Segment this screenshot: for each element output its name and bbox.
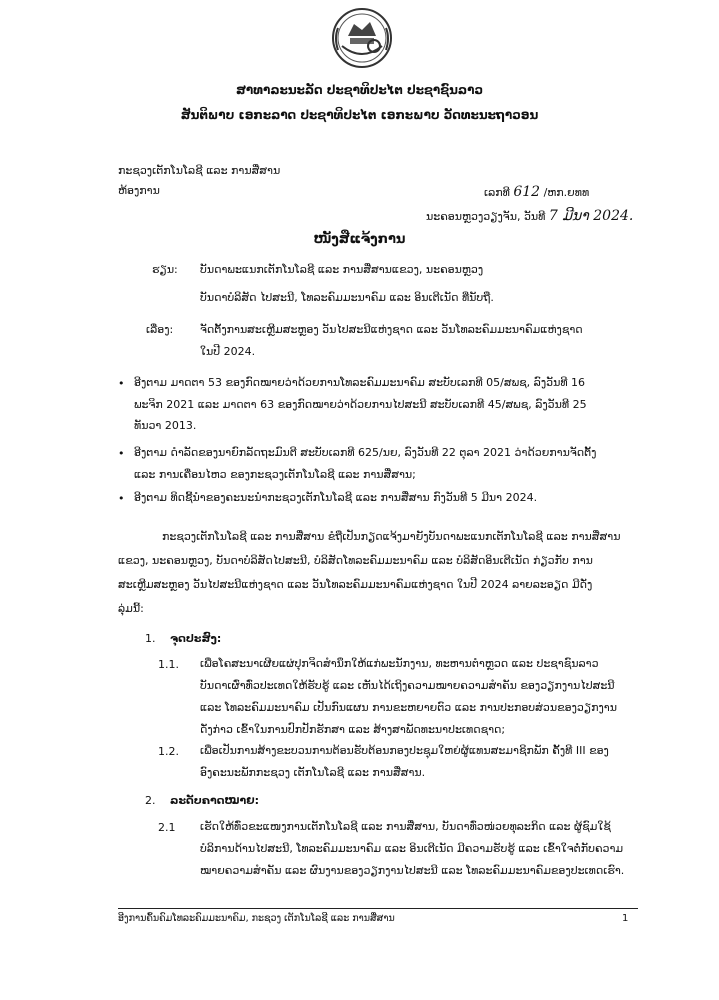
intro-line: ລຸ່ມນີ້: [118,602,144,615]
reference-line: ພະຈິກ 2021 ແລະ ມາດຕາ 63 ຂອງກົດໝາຍວ່າດ້ວຍການໄປສະນີ ສະບັບເລກທີ 45/ສພຊ, ລົງວັນທີ 25 [134,397,587,411]
to-line: ບັນດາພະແນກເຕັກໂນໂລຊີ ແລະ ການສື່ສານແຂວງ, ນະຄອນຫຼວງ [200,263,484,276]
bullet: • [118,492,125,505]
state-name: ສາທາລະນະລັດ ປະຊາທິປະໄຕ ປະຊາຊົນລາວ [235,83,484,97]
reference-item [134,442,596,485]
doc-no-suffix: /ຫກ.ຍທທ [543,186,590,199]
document-number [484,184,589,200]
reference-line: ທັນວາ 2013. [134,419,197,432]
subject-line: ຈັດຕັ້ງການສະເຫຼີມສະຫຼອງ ວັນໄປສະນີແຫ່ງຊາດ ແລະ ວັນໂທລະຄົມມະນາຄົມແຫ່ງຊາດ [200,323,583,336]
item-number: 1.1. [158,658,179,671]
reference-line: ອີງຕາມ ມາດຕາ 53 ຂອງກົດໝາຍວ່າດ້ວຍການໂທລະຄົມມະນາຄົມ ສະບັບເລກທີ 05/ສພຊ, ລົງວັນທີ 16 [134,376,586,389]
section-number: 1. [145,632,156,645]
issuing-office: ຫ້ອງການ [118,184,160,197]
item-line: ອົງຄະນະພັກກະຊວງ ເຕັກໂນໂລຊີ ແລະ ການສື່ສານ. [200,766,426,779]
item-text [200,740,609,784]
intro-line: ກະຊວງເຕັກໂນໂລຊີ ແລະ ການສື່ສານ ຂໍຖືເປັນກຽດແຈ້ງມາຍັງບັນດາພະແນກເຕັກໂນໂລຊີ ແລະ ການສື່ສານ [162,530,621,543]
bullet: • [118,377,125,390]
item-line: ເພື່ອໂຄສະນາເຜີຍແຜ່ປຸກຈິດສຳນຶກໃຫ້ແກ່ພະນັກງານ, ທະຫານຕຳຫຼວດ ແລະ ປະຊາຊົນລາວ [200,657,599,670]
intro-paragraph [118,525,620,621]
section-title: ລະດັບຄາດໝາຍ: [170,794,259,807]
section-number: 2. [145,794,156,807]
state-motto: ສັນຕິພາບ ເອກະລາດ ປະຊາທິປະໄຕ ເອກະພາບ ວັດທະນະຖາວອນ [180,108,539,122]
item-number: 2.1 [158,821,176,834]
subject-label: ເລື່ອງ: [146,323,174,336]
item-line: ເພື່ອເປັນການສ້າງຂະບວນການຕ້ອນຮັບຕ້ອນກອງປະຊຸມໃຫຍ່ຜູ້ແທນສະມາຊິກພັກ ຄັ້ງທີ III ຂອງ [200,744,609,757]
document-title: ໜັງສືແຈ້ງການ [313,232,406,247]
item-line: ແລະ ໂທລະຄົມມະນາຄົມ ເປັນກົນແຜນ ການຂະຫຍາຍຕົວ ແລະ ການປະກອບສ່ວນຂອງວຽກງານ [200,701,617,714]
item-line: ໝາຍຄວາມສຳຄັນ ແລະ ຜົນງານຂອງວຽກງານໄປສະນີ ແລະ ໂທລະຄົມມະນາຄົມຂອງປະເທດເຮົາ. [200,864,625,877]
footer-text: ອີງການຄົ້ນຄົມໂທລະຄົມມະນາຄົມ, ກະຊວງ ເຕັກໂນໂລຊີ ແລະ ການສື່ສານ [118,913,395,924]
reference-line: ແລະ ການເຄື່ອນໄຫວ ຂອງກະຊວງເຕັກໂນໂລຊີ ແລະ ການສື່ສານ; [134,467,416,481]
issuing-ministry: ກະຊວງເຕັກໂນໂລຊີ ແລະ ການສື່ສານ [118,164,281,177]
footer-divider [118,908,638,909]
item-line: ເຮັດໃຫ້ທົ່ວຂະແໜງການເຕັກໂນໂລຊີ ແລະ ການສື່ສານ, ບັນດາທົ່ວໜ່ວຍທຸລະກິດ ແລະ ຜູ້ຊົມໃຊ້ [200,820,611,833]
item-number: 1.2. [158,745,179,758]
lao-national-emblem-icon [330,6,394,70]
reference-line: ອີງຕາມ ດຳລັດຂອງນາຍົກລັດຖະມົນຕີ ສະບັບເລກທີ 625/ນຍ, ລົງວັນທີ 22 ຕຸລາ 2021 ວ່າດ້ວຍການຈັດຕັ້ງ [134,446,597,459]
page-number: 1 [622,913,629,924]
date-value: 7 ມີນາ 2024. [548,208,634,224]
intro-line: ແຂວງ, ນະຄອນຫຼວງ, ບັນດາບໍລິສັດໄປສະນີ, ບໍລິສັດໂທລະຄົມມະນາຄົມ ແລະ ບໍລິສັດອິນເຕີເນັດ ກ່ຽວກັບ ການ [118,554,593,567]
item-line: ບໍລິການດ້ານໄປສະນີ, ໂທລະຄົມມະນາຄົມ ແລະ ອິນເຕີເນັດ ມີຄວາມຮັບຮູ້ ແລະ ເຂົ້າໃຈຕໍ່ກັບຄວາມ [200,842,624,855]
doc-no-value: 612 [513,184,541,200]
reference-item [134,372,587,437]
bullet: • [118,447,125,460]
item-text [200,653,617,741]
subject-line: ໃນປີ 2024. [200,345,256,358]
item-line: ບັນດາເຜົ່າທົ່ວປະເທດໃຫ້ຮັບຮູ້ ແລະ ເຫັນໄດ້ເຖິງຄວາມໝາຍຄວາມສຳຄັນ ຂອງວຽກງານໄປສະນີ [200,679,615,692]
document-date [426,208,633,224]
date-label: ນະຄອນຫຼວງວຽງຈັນ, ວັນທີ [426,210,546,223]
doc-no-label: ເລກທີ [484,186,510,199]
to-line: ບັນດາບໍລິສັດ ໄປສະນີ, ໂທລະຄົມມະນາຄົມ ແລະ ອິນເຕີເນັດ ທີ່ນັບຖື. [200,291,494,304]
reference-item [134,487,537,509]
item-text [200,816,624,882]
item-line: ດັ່ງກ່າວ ເຂົ້າໃນການປົກປັກຮັກສາ ແລະ ສ້າງສາພັດທະນາປະເທດຊາດ; [200,723,506,736]
to-label: ຮຽນ: [152,263,178,276]
intro-line: ສະເຫຼີມສະຫຼອງ ວັນໄປສະນີແຫ່ງຊາດ ແລະ ວັນໂທລະຄົມມະນາຄົມແຫ່ງຊາດ ໃນປີ 2024 ລາຍລະອຽດ ມີດັ່ງ [118,578,593,591]
section-title: ຈຸດປະສົງ: [170,632,222,645]
reference-line: ອີງຕາມ ທິດຊີ້ນຳຂອງຄະນະນຳກະຊວງເຕັກໂນໂລຊີ ແລະ ການສື່ສານ ກົງວັນທີ 5 ມີນາ 2024. [134,491,538,504]
